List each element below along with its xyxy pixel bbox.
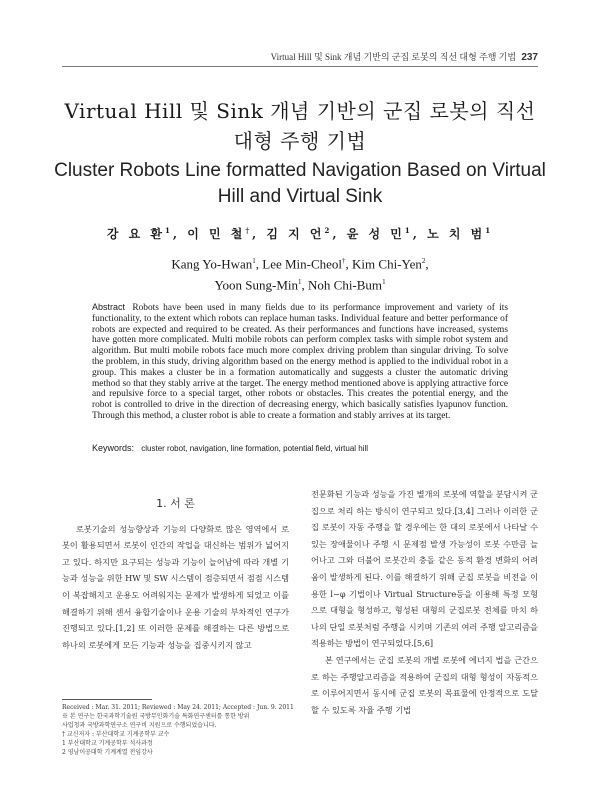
abstract-label: Abstract — [92, 302, 126, 312]
footnote-corresponding-author: † 교신저자 : 부산대학교 기계공학부 교수 — [62, 731, 170, 738]
keywords-label: Keywords: — [92, 443, 135, 453]
author-affiliation-mark: 1 — [298, 278, 302, 287]
page-number: 237 — [521, 52, 538, 63]
english-title — [50, 158, 550, 210]
english-authors-line-2: Yoon Sung-Min$^1$, Noh Chi-Bum$^1$ — [214, 277, 386, 293]
author-affiliation-mark: † — [342, 257, 346, 265]
english-authors — [60, 252, 540, 295]
author-eng: Lee Min-Cheol — [262, 256, 343, 272]
body-paragraph: 전문화된 기능과 성능을 가진 별개의 로봇에 역할을 분담시켜 군집으로 처리 하는 방식이 연구되고 있다.[3,4] 그러나 이러한 군집 로봇이 자동 주행을 할 경우에는 한 대의 로봇에서 나타날 수 있는 장애물이나 주행 시 문제점 발생 가능성이 로봇 수만큼 늘어나고 그와 더불어 로봇간의 충돌 같은 동적 환경 변화의 어려움이 발생하게 된다. 이를 해결하기 위해 군집 로봇을 비전을 이용한 l−φ 기법이나 Virtual Structure등을 이용해 특정 모형으로 대형을 형성하고, 형성된 대형의 군집로봇 전체를 마치 하나의 단일 로봇처럼 주행을 시키며 기존의 여러 주행 알고리즘을 적용하는 방법이 연구되었다.[5,6] — [311, 489, 538, 649]
author-affiliation-mark: † — [245, 226, 253, 235]
section-title-introduction: 1. 서 론 — [156, 497, 195, 510]
korean-title-line-2: 대형 주행 기법 — [233, 129, 367, 153]
author-kor: 강 요 환 — [106, 227, 165, 241]
footnote-received: Received : Mar. 31. 2011; Reviewed : May 24. 2011; Accepted : Jun. 9. 2011 — [62, 704, 294, 711]
abstract — [92, 302, 508, 422]
author-eng: Kim Chi-Yen — [352, 256, 422, 272]
author-affiliation-mark: 1 — [252, 257, 256, 265]
introduction-paragraph: 로봇기술의 성능향상과 기능의 다양화로 많은 영역에서 로봇이 활용되면서 로봇이 인간의 작업을 대신하는 범위가 넓어지고 있다. 하지만 요구되는 성능과 기능이 늘어남에 따라 개별 기능과 성능을 위한 HW 및 SW 시스템이 점층되면서 점점 시스템이 복잡해지고 운용도 어려워지는 문제가 발생하게 되었고 이를 해결하기 위해 센서 융합기술이나 운용 기술의 부차적인 연구가 진행되고 있다.[1,2] 또 이러한 문제를 해결하는 다른 방법으로 하나의 로봇에게 모든 기능과 성능을 집중시키지 않고 — [62, 523, 290, 650]
korean-authors: 강 요 환$^1$, 이 민 철†, 김 지 언$^2$, 윤 성 민$^1$, 노 치 범$^1$ — [106, 226, 494, 241]
author-eng: Kang Yo-Hwan — [171, 256, 253, 272]
footnotes — [62, 703, 302, 757]
keywords-text: cluster robot, navigation, line formation, potential field, virtual hill — [141, 444, 369, 453]
author-affiliation-mark: 1 — [164, 226, 173, 235]
korean-title-line-1: Virtual Hill 및 Sink 개념 기반의 군집 로봇의 직선 — [64, 99, 536, 123]
author-affiliation-mark: 2 — [324, 226, 333, 235]
header-rule — [62, 66, 538, 67]
running-header-text: Virtual Hill 및 Sink 개념 기반의 군집 로봇의 직선 대형 주행 기법 — [270, 52, 517, 62]
keywords — [92, 443, 508, 453]
footnote-funding-cont: 사업청과 국방과학연구소 연구비 지원으로 수행되었습니다. — [62, 722, 217, 729]
english-title-line-1: Cluster Robots Line formatted Navigation Based on Virtual — [54, 160, 546, 181]
footnote-affiliation-2: 2 영남이공대학 기계계열 전임강사 — [62, 749, 153, 756]
author-affiliation-mark: 1 — [485, 226, 494, 235]
body-paragraph: 본 연구에서는 군집 로봇의 개별 로봇에 에너지 법을 근간으로 하는 주행알고리즘을 적용하여 군집의 대형 형성이 자동적으로 이루어지면서 동시에 군집 로봇의 목표물에 안정적으로 도달할 수 있도록 자율 주행 기법 — [311, 654, 538, 715]
author-eng: Noh Chi-Bum — [308, 277, 383, 293]
author-eng: Yoon Sung-Min — [214, 277, 299, 293]
english-authors-line-1: Kang Yo-Hwan$^1$, Lee Min-Cheol†, Kim Chi-Yen$^2$, — [171, 256, 429, 272]
footnote-rule — [62, 699, 152, 700]
footnote-affiliation-1: 1 부산대학교 기계공학부 석사과정 — [62, 740, 153, 747]
author-affiliation-mark: 1 — [382, 278, 386, 287]
footnote-funding: ※ 본 연구는 한국과학기술원 국방무인화기술 특화연구센터를 통한 방위 — [62, 713, 250, 720]
author-affiliation-mark: 1 — [404, 226, 413, 235]
author-kor: 김 지 언 — [266, 227, 325, 241]
english-title-line-2: Hill and Virtual Sink — [217, 186, 383, 207]
abstract-text: Robots have been used in many fields due to its performance improvement and variety of its functionality, to the extent which robots can replace human tasks. Individual feature and better performance of robots are expected and required to be created. As their performances and functions have increased, systems have gotten more complicated. Multi mobile robots can perform complex tasks with simple robot system and algorithm. But multi mobile robots face much more complex driving problem than singular driving. To solve the problem, in this study, driving algorithm based on the energy method is applied to the individual robot in a group. This makes a cluster be in a formation automatically and suggests a cluster the automatic driving method so that they stably arrive at the target. The energy method mentioned above is applying attractive force and repulsive force to a special target, other robots or obstacles. This creates the potential energy, and the robot is controlled to drive in the direction of decreasing energy, which basically satisfies lyapunov function. Through this method, a cluster robot is able to create a formation and stably arrives at its target. — [92, 303, 509, 421]
author-kor: 노 치 범 — [427, 227, 486, 241]
author-affiliation-mark: 2 — [421, 257, 426, 265]
right-column — [311, 486, 538, 718]
korean-title — [40, 96, 560, 156]
running-header — [271, 50, 538, 63]
author-kor: 윤 성 민 — [346, 227, 405, 241]
left-column — [62, 486, 289, 653]
author-kor: 이 민 철 — [187, 227, 246, 241]
